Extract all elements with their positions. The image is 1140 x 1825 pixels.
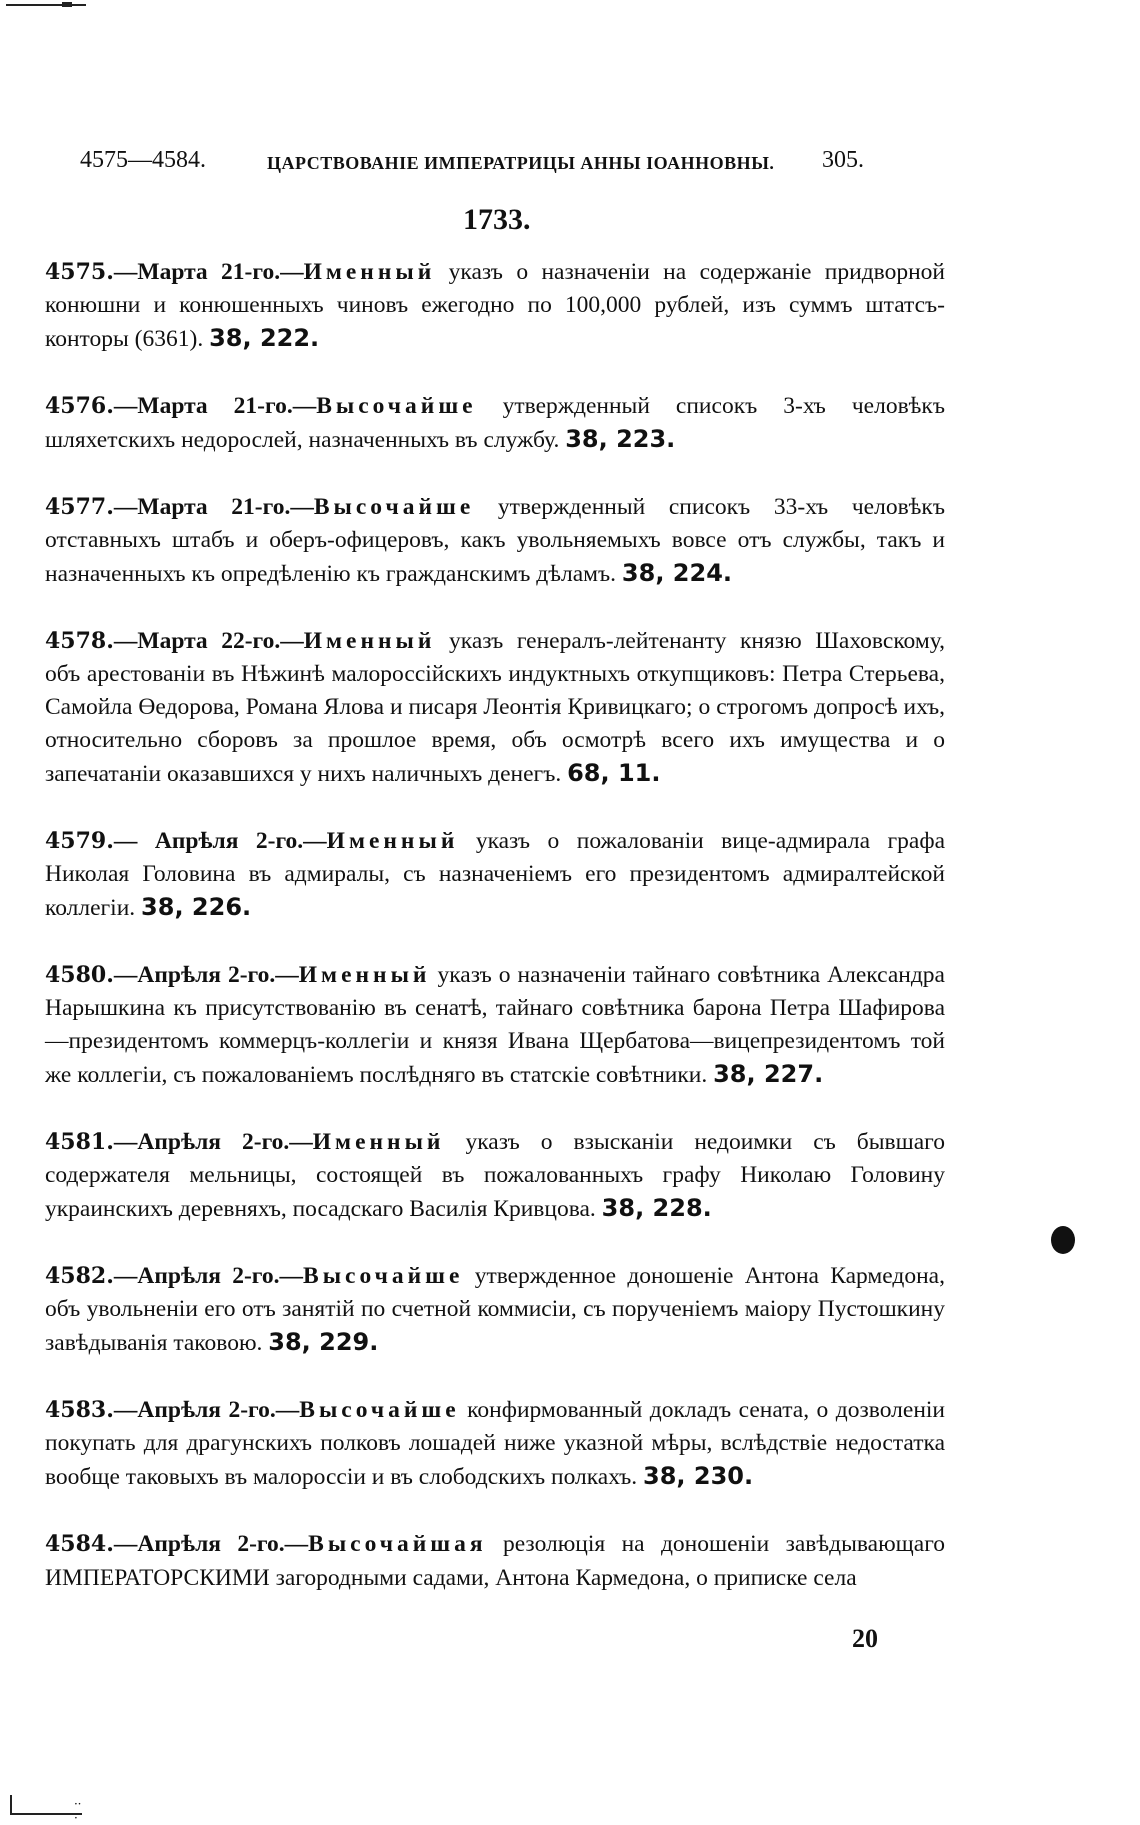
corner-scan-mark-bottom [10,1795,82,1815]
entry-text: указъ генералъ-лейтенанту князю Шаховскому, объ арестованіи въ Нѣжинѣ малороссійскихъ индуктныхъ откупщиковъ: Петра Стерьева, Самойла Өедорова, Романа Ялова и писаря Леонтія Кривицкаго; о строгомъ допросѣ ихъ, относительно сборовъ за прошлое время, объ осмотрѣ всего ихъ имущества и о запечатаніи оказавшихся у нихъ наличныхъ денегъ. [45,628,945,787]
entry-reference: 38, 224. [621,559,733,587]
entry-text: утвержденное доношеніе Антона Кармедона, объ увольненіи его отъ занятій по счетной коммисіи, съ порученіемъ маіору Пустошкину завѣдыванія таковою. [45,1263,945,1356]
running-title: ЦАРСТВОВАНІЕ ИМПЕРАТРИЦЫ АННЫ ІОАННОВНЫ. [267,153,775,173]
entry-kind: Именный [303,259,436,285]
entry-date: — Апрѣля 2-го.— [113,828,327,854]
entry [45,1260,945,1360]
entry-number: 4578. [45,628,114,654]
entry-number: 4583. [45,1397,114,1423]
entry-kind: Именный [312,1129,445,1155]
entry [45,1126,945,1226]
entry-date: —Апрѣля 2-го.— [113,1129,313,1155]
entry-date: —Марта 21-го.— [113,393,317,419]
entry-reference: 38, 222. [209,324,320,352]
entry [45,959,945,1092]
entry-kind: Высочайше [303,1263,464,1289]
entry-date: —Апрѣля 2-го.— [113,1531,309,1557]
entry-kind: Высочайшая [308,1531,487,1557]
entry-number: 4584. [45,1531,114,1557]
entry-reference: 38, 228. [601,1194,712,1222]
entry-text: резолюція на доношеніи завѣдывающаго ИМПЕРАТОРСКИМИ загородными садами, Антона Кармедона, о приписке села [45,1531,945,1591]
entry-text: указъ о назначеніи тайнаго совѣтника Александра Нарышкина къ присутствованію въ сенатѣ, тайнаго совѣтника барона Петра Шафирова—президентомъ коммерцъ-коллегіи и князя Ивана Щербатова—вицепрезидентомъ той же коллегіи, съ пожалованіемъ послѣдняго въ статскіе совѣтники. [45,962,945,1088]
entry-date: —Апрѣля 2-го.— [113,1263,304,1289]
entry-number: 4576. [45,393,114,419]
corner-scan-mark [6,4,86,6]
entry-number: 4577. [45,494,114,520]
entry-number: 4579. [45,828,114,854]
entry-kind: Высочайше [299,1397,460,1423]
entry-kind: Именный [326,828,459,854]
entry-text: утвержденный списокъ 33-хъ человѣкъ отставныхъ штабъ и оберъ-офицеровъ, какъ увольняемыхъ вовсе отъ службы, такъ и назначенныхъ къ опредѣленію къ гражданскимъ дѣламъ. [45,494,945,587]
entry [45,1394,945,1494]
entry-date: —Марта 21-го.— [113,259,304,285]
entry-number: 4580. [45,962,114,988]
entry [45,625,945,791]
page-number: 305. [822,147,864,173]
entry-date: —Марта 21-го.— [113,494,314,520]
year-heading: 1733. [463,203,531,236]
entry-date: —Марта 22-го.— [113,628,304,654]
entry [45,1528,945,1595]
entry-date: —Апрѣля 2-го.— [113,1397,300,1423]
entries-list [45,256,945,1629]
entry-reference: 68, 11. [567,759,661,787]
entry-reference: 38, 227. [713,1060,824,1088]
entry-reference: 38, 230. [643,1462,754,1490]
entry-number: 4575. [45,259,114,285]
entry-text: указъ о взысканіи недоимки съ бывшаго содержателя мельницы, состоящей въ пожалованныхъ графу Николаю Головину украинскихъ деревняхъ, посадскаго Василія Кривцова. [45,1129,945,1222]
entry-number: 4582. [45,1263,114,1289]
entry-text: указъ о назначеніи на содержаніе придворной конюшни и конюшенныхъ чиновъ ежегодно по 100,000 рублей, изъ суммъ штатсъ-конторы (6361). [45,259,945,352]
entry-range: 4575—4584. [80,147,206,173]
entry-reference: 38, 223. [565,425,676,453]
running-header [80,147,880,187]
entry-text: конфирмованный докладъ сената, о дозволеніи покупать для драгунскихъ полковъ лошадей ниже указной мѣры, вслѣдствіе недостатка вообще таковыхъ въ малороссіи и въ слободскихъ полкахъ. [45,1397,946,1490]
entry [45,390,945,457]
entry-text: указъ о пожалованіи вице-адмирала графа Николая Головина въ адмиралы, съ назначеніемъ его президентомъ адмиралтейской коллегіи. [45,828,945,921]
entry-reference: 38, 226. [141,893,252,921]
entry [45,491,945,591]
entry [45,825,945,925]
signature-mark: 20 [852,1624,878,1653]
entry-reference: 38, 229. [268,1328,379,1356]
entry-kind: Именный [298,962,431,988]
ink-blot [1051,1226,1075,1254]
entry-date: —Апрѣля 2-го.— [113,962,299,988]
entry-kind: Именный [303,628,436,654]
entry-kind: Высочайше [313,494,475,520]
entry [45,256,945,356]
entry-text: утвержденный списокъ 3-хъ человѣкъ шляхетскихъ недорослей, назначенныхъ въ службу. [45,393,945,453]
entry-kind: Высочайше [316,393,477,419]
entry-number: 4581. [45,1129,114,1155]
